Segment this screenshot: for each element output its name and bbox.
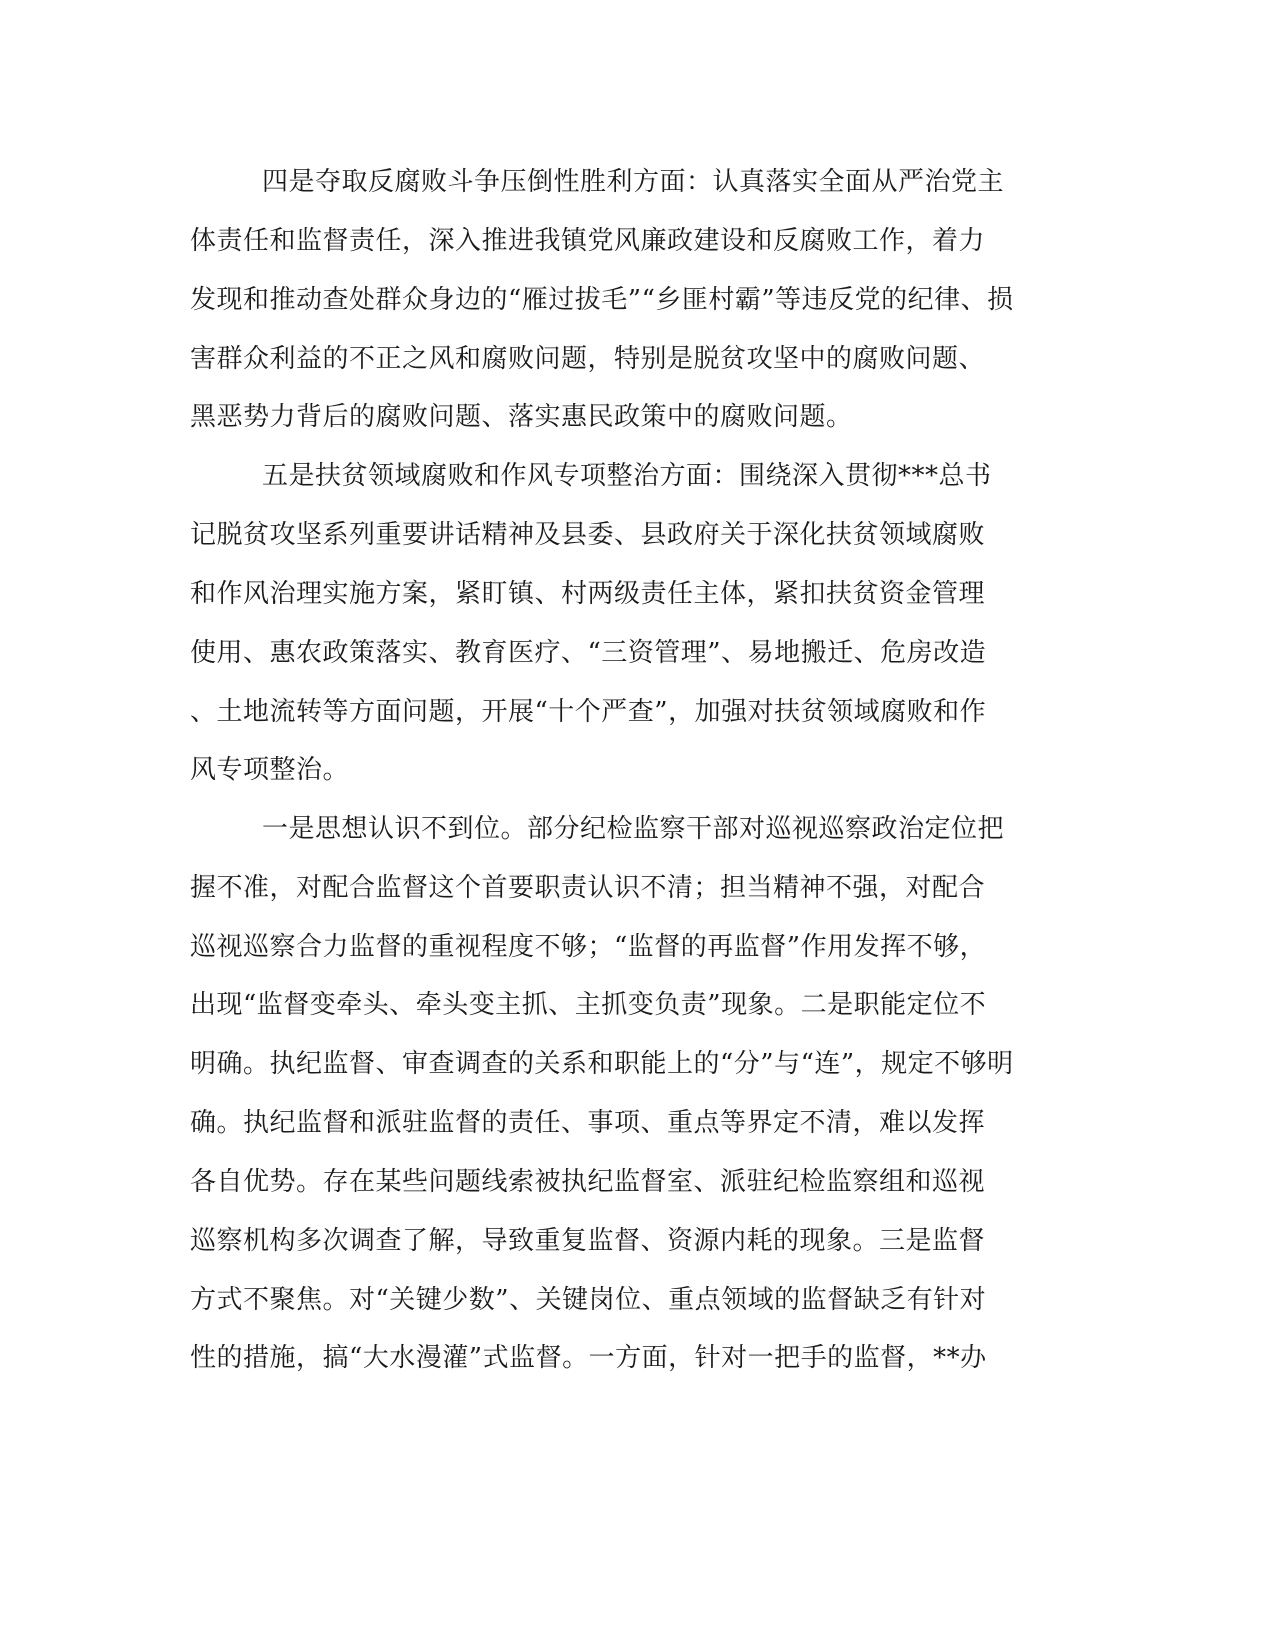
paragraph-2-line-3: 和作风治理实施方案，紧盯镇、村两级责任主体，紧扣扶贫资金管理 (190, 579, 986, 609)
paragraph-3-line-5: 明确。执纪监督、审查调查的关系和职能上的“分”与“连”，规定不够明 (190, 1049, 1014, 1079)
paragraph-3-line-8: 巡察机构多次调查了解，导致重复监督、资源内耗的现象。三是监督 (190, 1226, 986, 1256)
paragraph-2-line-2: 记脱贫攻坚系列重要讲话精神及县委、县政府关于深化扶贫领域腐败 (190, 520, 986, 550)
paragraph-3-line-9: 方式不聚焦。对“关键少数”、关键岗位、重点领域的监督缺乏有针对 (190, 1285, 987, 1315)
paragraph-2-line-1: 五是扶贫领域腐败和作风专项整治方面：围绕深入贯彻***总书 (262, 461, 992, 491)
paragraph-3-line-7: 各自优势。存在某些问题线索被执纪监督室、派驻纪检监察组和巡视 (190, 1167, 986, 1197)
paragraph-1-line-5: 黑恶势力背后的腐败问题、落实惠民政策中的腐败问题。 (190, 402, 853, 432)
paragraph-1-line-3: 发现和推动查处群众身边的“雁过拔毛”“乡匪村霸”等违反党的纪律、损 (190, 285, 1014, 315)
paragraph-2-line-4: 使用、惠农政策落实、教育医疗、“三资管理”、易地搬迁、危房改造 (190, 638, 987, 668)
paragraph-2-line-5: 、土地流转等方面问题，开展“十个严查”，加强对扶贫领域腐败和作 (190, 697, 987, 727)
paragraph-3-line-2: 握不准，对配合监督这个首要职责认识不清；担当精神不强，对配合 (190, 873, 986, 903)
paragraph-3-line-1: 一是思想认识不到位。部分纪检监察干部对巡视巡察政治定位把 (262, 814, 1005, 844)
paragraph-1-line-4: 害群众利益的不正之风和腐败问题，特别是脱贫攻坚中的腐败问题、 (190, 344, 986, 374)
paragraph-3-line-3: 巡视巡察合力监督的重视程度不够；“监督的再监督”作用发挥不够， (190, 932, 987, 962)
paragraph-3-line-6: 确。执纪监督和派驻监督的责任、事项、重点等界定不清，难以发挥 (190, 1108, 986, 1138)
paragraph-2-line-6: 风专项整治。 (190, 755, 350, 785)
paragraph-1-line-2: 体责任和监督责任，深入推进我镇党风廉政建设和反腐败工作，着力 (190, 226, 986, 256)
paragraph-3-line-10: 性的措施，搞“大水漫灌”式监督。一方面，针对一把手的监督，**办 (190, 1343, 987, 1373)
paragraph-1-line-1: 四是夺取反腐败斗争压倒性胜利方面：认真落实全面从严治党主 (262, 167, 1005, 197)
paragraph-3-line-4: 出现“监督变牵头、牵头变主抓、主抓变负责”现象。二是职能定位不 (190, 990, 987, 1020)
